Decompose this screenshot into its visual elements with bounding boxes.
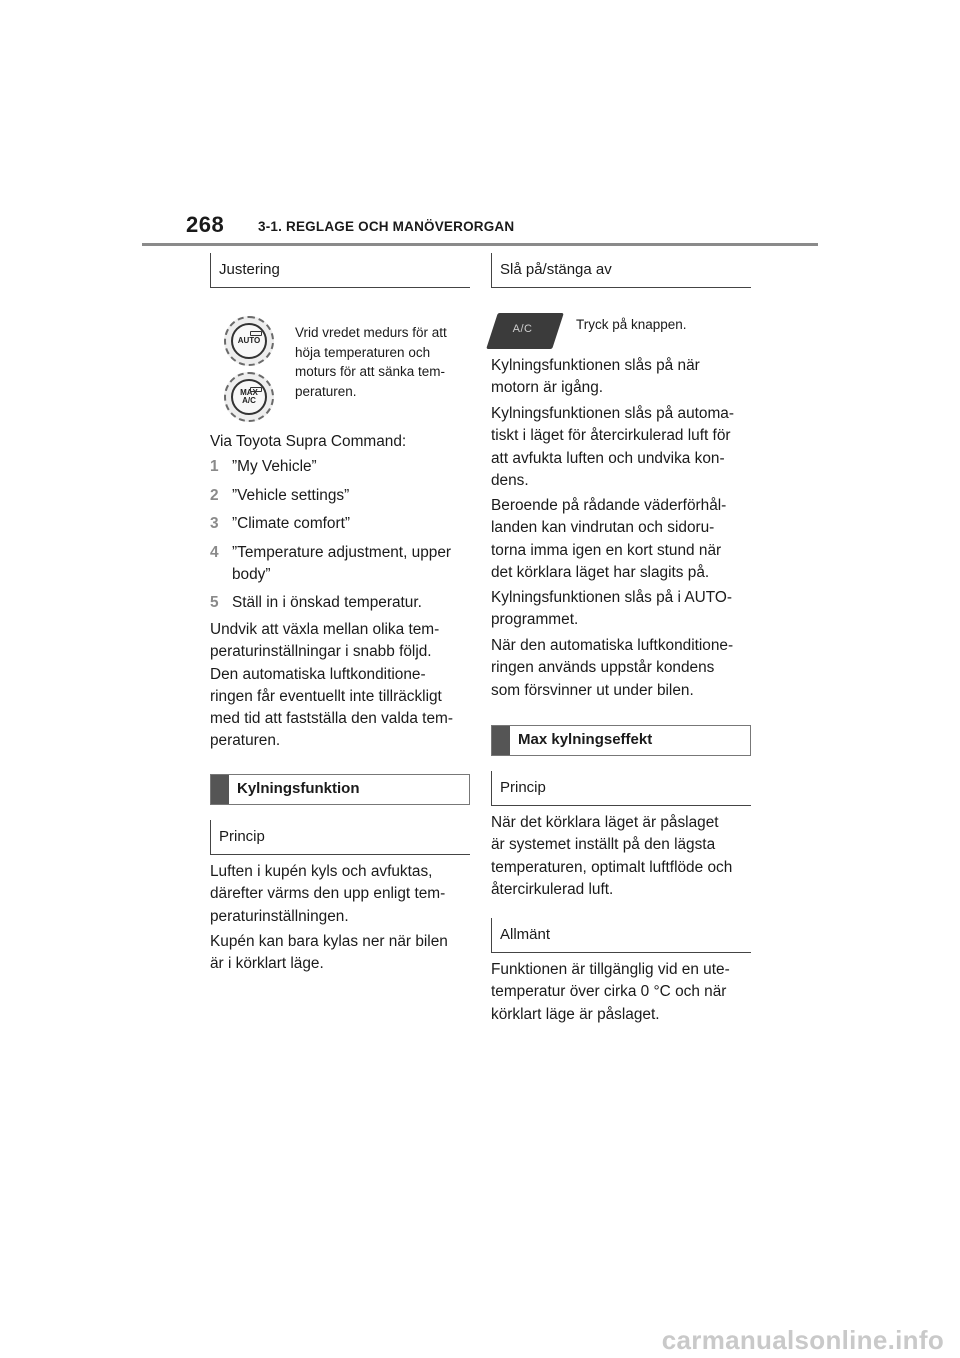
princip-paragraph-2: Kupén kan bara kylas ner när bilen är i körklart läge. xyxy=(210,933,448,973)
ac-caption: Tryck på knappen. xyxy=(576,317,687,332)
onoff-heading: Slå på/stänga av xyxy=(491,253,751,288)
right-paragraph-4: Kylningsfunktionen slås på i AUTO- programmet. xyxy=(491,589,732,629)
max-princip-paragraph: När det körklara läget är påslaget är systemet inställt på den lägsta temperaturen, optimalt luftflöde och återcirkulerad luft. xyxy=(491,814,733,898)
right-paragraph-5: När den automatiska luftkonditione- ringen används uppstår kondens som försvinner ut under bilen. xyxy=(491,637,734,699)
right-paragraph-3: Beroende på rådande väderförhål- landen kan vindrutan och sidoru- torna imma igen en kort stund när det körklara läget har slagits på. xyxy=(491,497,727,581)
watermark: carmanualsonline.info xyxy=(661,1325,944,1355)
page-number: 268 xyxy=(186,212,225,237)
right-paragraph-1: Kylningsfunktionen slås på när motorn är igång. xyxy=(491,357,700,397)
kylningsfunktion-heading: Kylningsfunktion xyxy=(210,774,470,805)
ac-button-icon: A/C xyxy=(486,313,564,349)
justering-heading: Justering xyxy=(210,253,470,288)
auto-knob-icon: AUTO xyxy=(224,316,274,366)
header-rule xyxy=(142,243,818,246)
warning-paragraph: Undvik att växla mellan olika tem- peraturinställningar i snabb följd. Den automatiska luftkonditione- ringen får eventuellt inte tillräckligt med tid att fastställa den valda tem- peraturen. xyxy=(210,621,453,750)
right-paragraph-2: Kylningsfunktionen slås på automa- tiskt i läget för återcirkulerad luft för att avfukta luften och undvika kon- dens. xyxy=(491,405,734,489)
section-title: 3-1. REGLAGE OCH MANÖVERORGAN xyxy=(258,219,515,234)
allmant-heading: Allmänt xyxy=(491,918,751,953)
knob-caption: Vrid vredet medurs för att höja temperaturen och moturs för att sänka tem- peraturen. xyxy=(295,325,447,399)
max-ac-knob-icon: MAX A/C xyxy=(224,372,274,422)
via-command-text: Via Toyota Supra Command: xyxy=(210,433,407,450)
max-kylningseffekt-heading: Max kylningseffekt xyxy=(491,725,751,756)
princip-heading-right: Princip xyxy=(491,771,751,806)
princip-heading-left: Princip xyxy=(210,820,470,855)
princip-paragraph-1: Luften i kupén kyls och avfuktas, därefter värms den upp enligt tem- peraturinställningen. xyxy=(210,863,446,925)
allmant-paragraph: Funktionen är tillgänglig vid en ute- temperatur över cirka 0 °C och när körklart läge är påslaget. xyxy=(491,961,730,1023)
